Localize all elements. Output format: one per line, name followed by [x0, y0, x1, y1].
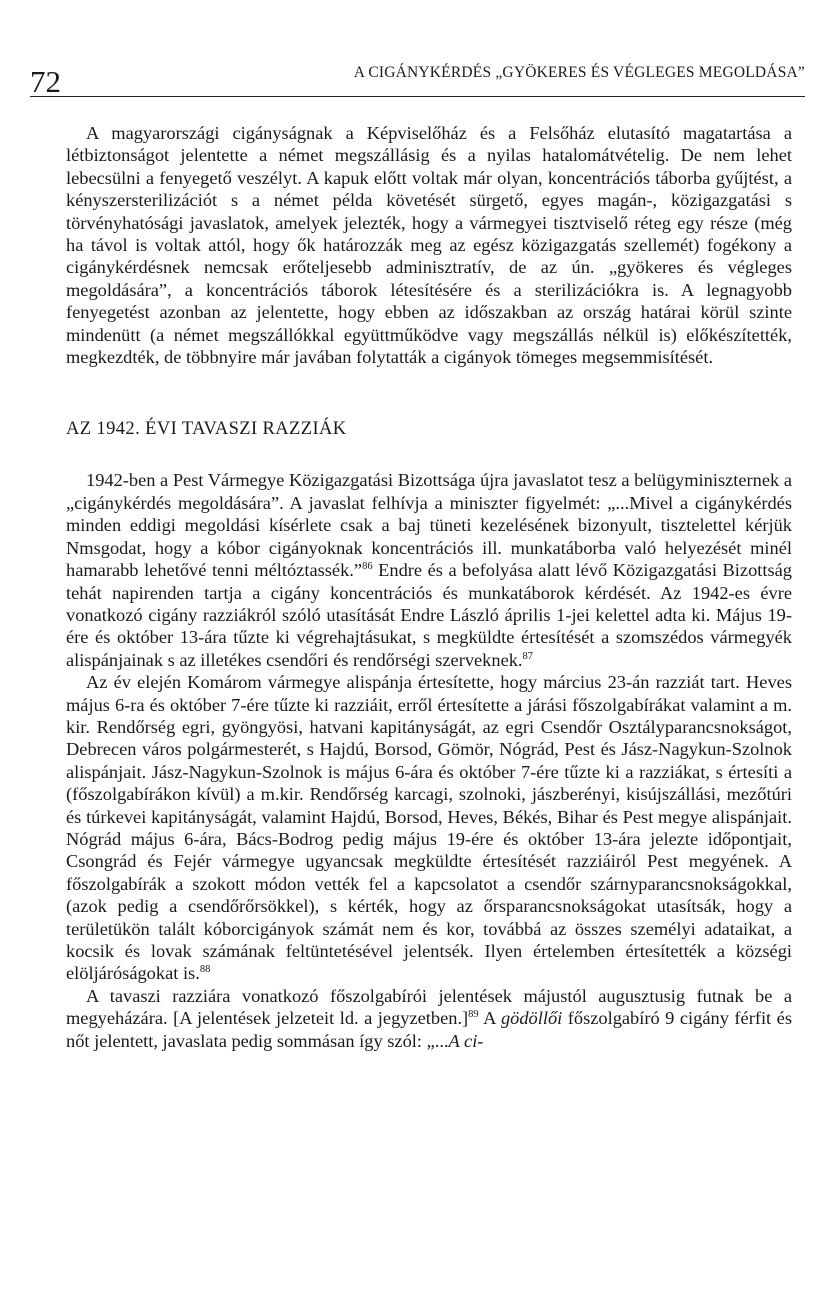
body-text — [66, 122, 792, 1052]
paragraph-4-text-continued: A — [478, 1008, 501, 1029]
section-heading: AZ 1942. ÉVI TAVASZI RAZZIÁK — [66, 419, 347, 440]
paragraph-4-text: A tavaszi razziára vonatkozó főszolgabírói jelentések májustól augusztusig futnak be a megyeházára. [A jelentések jelzeteit ld. a jegyzetben.] — [66, 985, 792, 1029]
paragraph-2 — [66, 469, 792, 671]
paragraph-4 — [66, 985, 792, 1052]
footnote-ref-89: 89 — [468, 1009, 479, 1021]
paragraph-4-text-tail: főszolgabíró 9 cigány férfit és nőt jelentett, javaslata pedig sommásan így szól: „... — [66, 1008, 792, 1051]
footnote-ref-86: 86 — [362, 561, 373, 573]
page-number: 72 — [30, 64, 61, 99]
paragraph-1: A magyarországi cigányságnak a Képviselőház és a Felsőház elutasító magatartása a létbiztonságot jelentette a német megszállásig és a nyilas hatalomátvételig. De nem lehet lebecsülni a fenyegető veszélyt. A kapuk előtt voltak már olyan, koncentrációs táborba gyűjtést, a kényszersterilizációt s a német példa követését sürgető, egyes magán-, közigazgatási s törvényhatósági javaslatok, amelyek jelezték, hogy a vármegyei tisztviselő réteg egy része (még ha távol is voltak attól, hogy ők határozzák meg az egész közigazgatás szellemét) fogékony a cigánykérdésnek nemcsak erőteljesebb adminisztratív, de az ún. „gyökeres és végleges megoldására”, a koncentrációs táborok létesítésére és a sterilizációkra is. A legnagyobb fenyegetést azonban az jelentette, hogy ebben az időszakban az ország határai körül szinte mindenütt (a német megszállókkal együttműködve vagy megszállás nélkül is) előkészítették, megkezdték, de többnyire már javában folytatták a cigányok tömeges megsemmisítését. — [66, 123, 792, 368]
paragraph-2-text: 1942-ben a Pest Vármegye Közigazgatási Bizottsága újra javaslatot tesz a belügyminiszternek a „cigánykérdés megoldására”. A javaslat felhívja a miniszter figyelmét: „...Mivel a cigánykérdés minden eddigi megoldási kísérlete csak a baj tüneti kezelésének bizonyult, tisztelettel kérjük Nmsgodat, hogy a kóbor cigányoknak koncentrációs ill. munkatáborba való helyezését minél hamarabb lehetővé tenni méltóztassék.” — [66, 470, 792, 581]
page-header — [30, 56, 805, 97]
paragraph-3 — [66, 671, 792, 985]
quote-italic: A ci- — [448, 1030, 484, 1051]
place-name-italic: gödöllői — [500, 1008, 563, 1029]
paragraph-2-text-continued: Endre és a befolyása alatt lévő Közigazgatási Bizottság tehát napirenden tartja a cigány koncentrációs és munkatáborok kérdését. Az 1942-es évre vonatkozó cigány razziákról szóló utasítását Endre László április 1-jei kelettel adta ki. Május 19-ére és október 13-ára tűzte ki végrehajtásukat, s megküldte értesítését a szomszédos vármegyék alispánjainak s az illetékes csendőri és rendőrségi szerveknek. — [66, 560, 792, 670]
running-head: A CIGÁNYKÉRDÉS „GYÖKERES ÉS VÉGLEGES MEGOLDÁSA” — [353, 64, 805, 81]
footnote-ref-87: 87 — [522, 650, 534, 662]
paragraph-3-text: Az év elején Komárom vármegye alispánja értesítette, hogy március 23-án razziát tart. Heves május 6-ra és október 7-ére tűzte ki razziáit, erről értesítette a járási főszolgabírákat valamint a m. kir. Rendőrség egri, gyöngyösi, hatvani kapitányságát, az egri Csendőr Osztályparancsnokságot, Debrecen város polgármesterét, s Hajdú, Borsod, Gömör, Nógrád, Pest és Jász-Nagykun-Szolnok alispánjait. Jász-Nagykun-Szolnok is május 6-ára és október 7-ére tűzte ki a razziákat, s értesíti a (főszolgabírákon kívül) a m.kir. Rendőrség karcagi, szolnoki, jászberényi, kisújszállási, mezőtúri és túrkevei kapitányságát, valamint Hajdú, Borsod, Heves, Békés, Bihar és Pest megye alispánjait. Nógrád május 6-ára, Bács-Bodrog pedig május 19-ére és október 13-ára jelezte időpontjait, Csongrád és Fejér vármegye ugyancsak megküldte értesítését razziáiról Pest megyének. A főszolgabírák a szokott módon vették fel a kapcsolatot a csendőr szárnyparancsnokságokkal, (azok pedig a csendőrőrsökkel), s kérték, hogy az őrsparancsnokságokat utasítsák, hogy a területükön talált kóborcigányok számát nem és kor, továbbá az összes személyi adataikat, a kocsik és lovak számának feltüntetésével jelentsék. Ilyen értelemben értesítették a községi elöljáróságokat is. — [66, 672, 792, 984]
footnote-ref-88: 88 — [199, 964, 211, 976]
